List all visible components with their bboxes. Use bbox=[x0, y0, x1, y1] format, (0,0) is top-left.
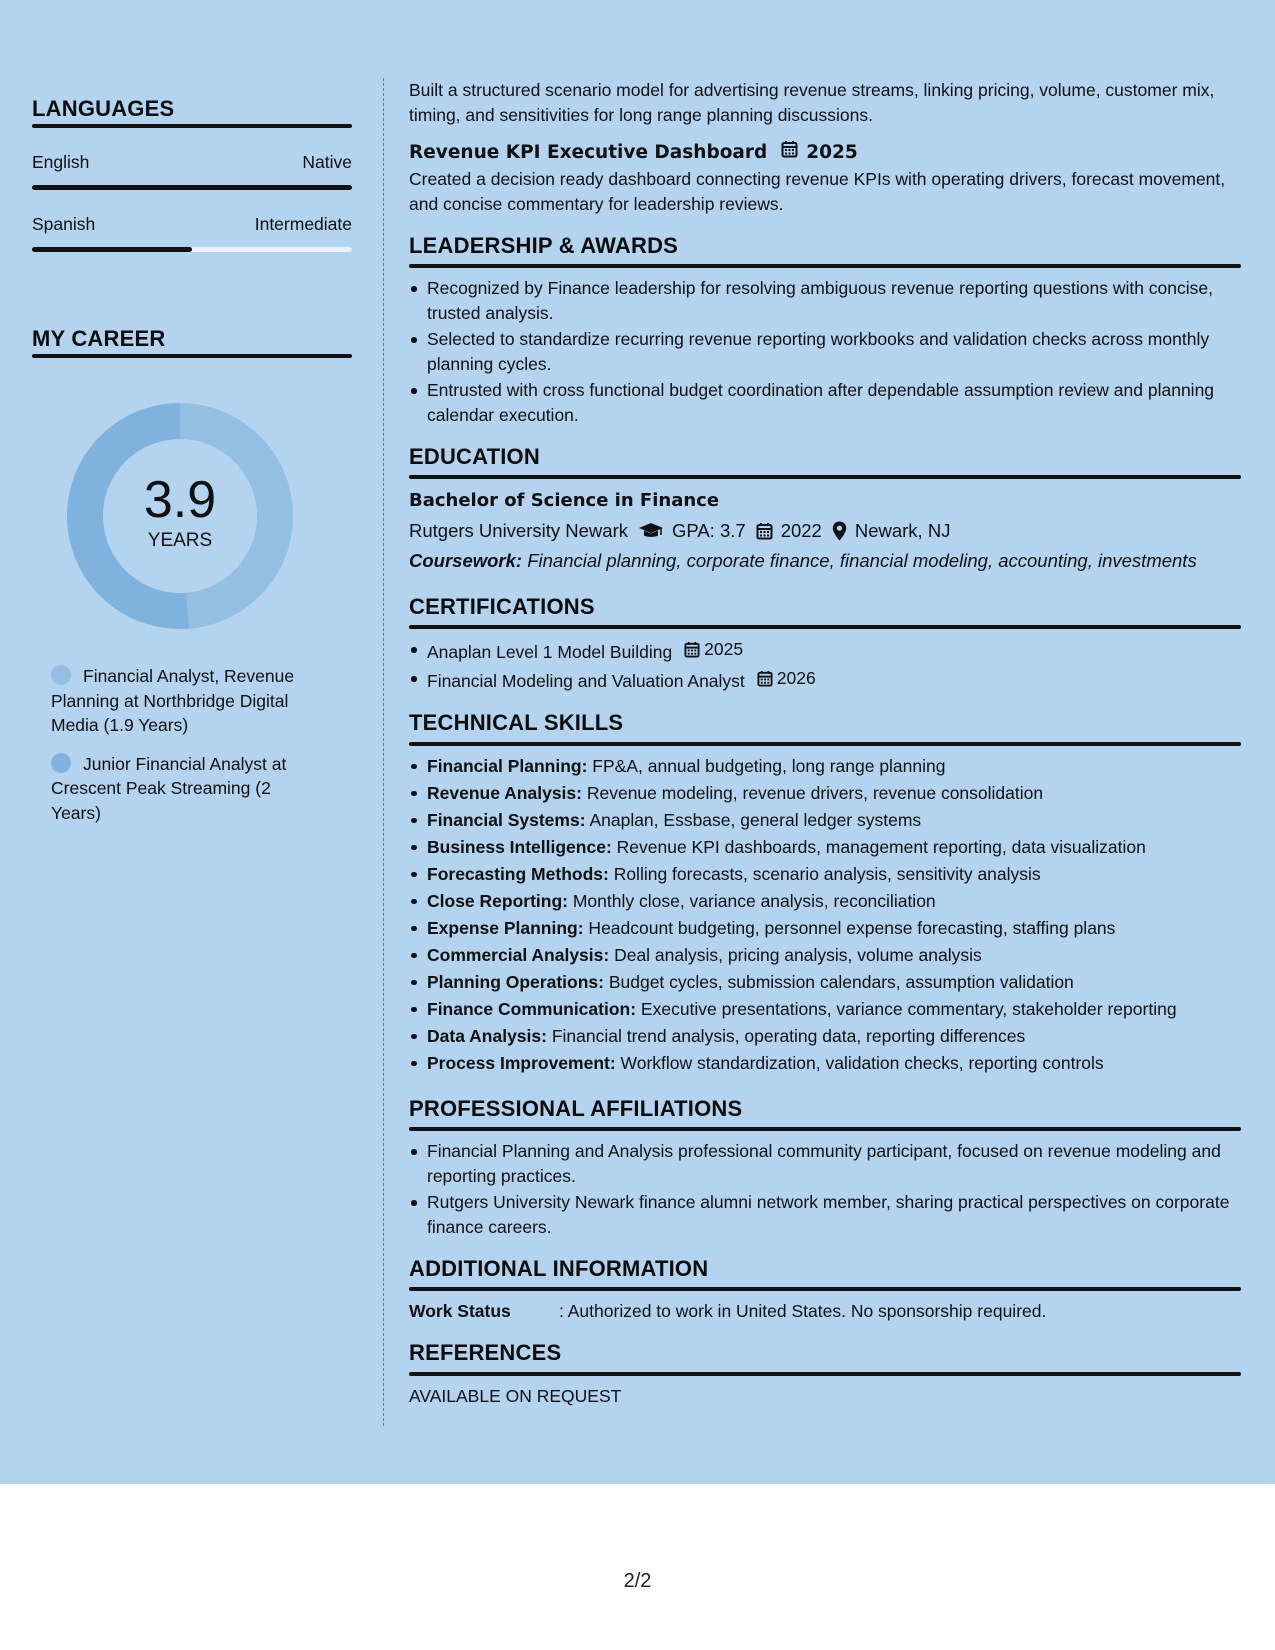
skill-label: Close Reporting: bbox=[427, 890, 568, 911]
education-meta bbox=[409, 515, 1241, 547]
skill-item bbox=[409, 808, 1241, 833]
skill-label: Planning Operations: bbox=[427, 971, 604, 992]
language-proficiency-bar bbox=[32, 247, 352, 252]
career-donut-center bbox=[66, 402, 294, 630]
page-number: 2/2 bbox=[623, 1570, 652, 1592]
skill-label: Commercial Analysis: bbox=[427, 944, 610, 965]
language-name: English bbox=[32, 152, 90, 172]
skill-item bbox=[409, 754, 1241, 779]
skill-label: Process Improvement: bbox=[427, 1052, 616, 1073]
certifications-list bbox=[409, 637, 1241, 694]
skill-label: Business Intelligence: bbox=[427, 836, 612, 857]
skill-item bbox=[409, 916, 1241, 941]
project-intro: Built a structured scenario model for advertising revenue streams, linking pricing, volume, customer mix, timing, and sensitivities for long range planning discussions. bbox=[409, 80, 1215, 125]
skill-item bbox=[409, 1024, 1241, 1049]
skills-rule bbox=[409, 742, 1241, 746]
education-title: EDUCATION bbox=[409, 443, 540, 469]
skill-value: FP&A, annual budgeting, long range planning bbox=[587, 755, 946, 776]
skill-label: Revenue Analysis: bbox=[427, 782, 582, 803]
location-pin-icon bbox=[832, 521, 847, 541]
language-proficiency-fill bbox=[32, 185, 352, 190]
languages-rule bbox=[32, 124, 352, 128]
skill-value: Monthly close, variance analysis, reconciliation bbox=[567, 890, 936, 911]
career-title: MY CAREER bbox=[32, 326, 166, 351]
skill-label: Financial Planning: bbox=[427, 755, 588, 776]
education-school: Rutgers University Newark bbox=[409, 520, 628, 541]
affiliations-rule bbox=[409, 1127, 1241, 1131]
language-item bbox=[32, 214, 352, 252]
career-donut-chart bbox=[66, 402, 294, 630]
career-legend-item bbox=[51, 664, 322, 738]
coursework-text: Financial planning, corporate finance, financial modeling, accounting, investments bbox=[522, 550, 1197, 571]
affiliations-title: PROFESSIONAL AFFILIATIONS bbox=[409, 1095, 743, 1121]
skill-label: Forecasting Methods: bbox=[427, 863, 609, 884]
languages-title: LANGUAGES bbox=[32, 96, 175, 121]
skill-item bbox=[409, 997, 1241, 1022]
skill-value: Financial trend analysis, operating data, reporting differences bbox=[546, 1025, 1026, 1046]
skill-value: Rolling forecasts, scenario analysis, sensitivity analysis bbox=[608, 863, 1041, 884]
career-legend-dot bbox=[51, 753, 71, 773]
skill-value: Workflow standardization, validation checks, reporting controls bbox=[615, 1052, 1104, 1073]
education-year: 2022 bbox=[780, 520, 822, 541]
career-legend-dot bbox=[51, 665, 71, 685]
calendar-icon bbox=[781, 139, 798, 167]
career-legend bbox=[32, 664, 322, 825]
skill-value: Headcount budgeting, personnel expense forecasting, staffing plans bbox=[583, 917, 1116, 938]
skill-value: Anaplan, Essbase, general ledger systems bbox=[585, 809, 922, 830]
career-legend-item bbox=[51, 752, 322, 826]
career-rule bbox=[32, 354, 352, 358]
leadership-item: Recognized by Finance leadership for resolving ambiguous revenue reporting questions with concise, trusted analysis. bbox=[409, 276, 1241, 325]
skill-item bbox=[409, 889, 1241, 914]
references-title: REFERENCES bbox=[409, 1340, 562, 1365]
graduation-cap-icon bbox=[638, 522, 664, 540]
affiliation-item: Financial Planning and Analysis professional community participant, focused on revenue modeling and reporting practices. bbox=[409, 1139, 1241, 1188]
certifications-rule bbox=[409, 625, 1241, 629]
career-total-unit: YEARS bbox=[147, 530, 213, 551]
certification-year: 2026 bbox=[776, 668, 816, 689]
certification-item bbox=[409, 637, 1241, 664]
skill-label: Expense Planning: bbox=[427, 917, 584, 938]
skill-item bbox=[409, 781, 1241, 806]
language-name: Spanish bbox=[32, 214, 96, 234]
skill-label: Finance Communication: bbox=[427, 998, 637, 1019]
skill-value: Budget cycles, submission calendars, assumption validation bbox=[603, 971, 1074, 992]
additional-info-title: ADDITIONAL INFORMATION bbox=[409, 1255, 709, 1281]
certification-name: Anaplan Level 1 Model Building bbox=[427, 641, 673, 662]
affiliations-list bbox=[409, 1139, 1241, 1239]
education-coursework bbox=[409, 549, 1241, 573]
work-status-row bbox=[409, 1299, 1241, 1324]
skill-item bbox=[409, 1051, 1241, 1076]
project-title: Revenue KPI Executive Dashboard bbox=[409, 142, 768, 163]
skill-item bbox=[409, 943, 1241, 968]
right-column bbox=[409, 78, 1241, 1408]
education-location: Newark, NJ bbox=[854, 520, 951, 541]
leadership-title: LEADERSHIP & AWARDS bbox=[409, 232, 679, 258]
career-legend-label: Junior Financial Analyst at Crescent Peak Streaming (2 Years) bbox=[51, 753, 287, 823]
education-degree: Bachelor of Science in Finance bbox=[409, 490, 720, 511]
skill-value: Deal analysis, pricing analysis, volume analysis bbox=[609, 944, 982, 965]
skills-title: TECHNICAL SKILLS bbox=[409, 710, 624, 735]
calendar-icon bbox=[757, 670, 777, 687]
work-status-value: : Authorized to work in United States. No sponsorship required. bbox=[559, 1301, 1047, 1321]
project-year: 2025 bbox=[806, 142, 858, 163]
references-text: AVAILABLE ON REQUEST bbox=[409, 1385, 622, 1406]
certification-year: 2025 bbox=[704, 639, 744, 659]
skill-item bbox=[409, 862, 1241, 887]
additional-info-rule bbox=[409, 1287, 1241, 1291]
career-legend-label: Financial Analyst, Revenue Planning at Northbridge Digital Media (1.9 Years) bbox=[51, 666, 295, 735]
skills-list bbox=[409, 754, 1241, 1076]
language-proficiency-fill bbox=[32, 247, 192, 252]
education-gpa: GPA: 3.7 bbox=[671, 520, 746, 541]
work-status-label: Work Status bbox=[409, 1301, 511, 1321]
project-title-row bbox=[409, 139, 1241, 167]
skill-label: Data Analysis: bbox=[427, 1025, 547, 1046]
references-rule bbox=[409, 1372, 1241, 1376]
leadership-item: Entrusted with cross functional budget coordination after dependable assumption review and planning calendar execution. bbox=[409, 378, 1241, 427]
skill-value: Revenue KPI dashboards, management reporting, data visualization bbox=[611, 836, 1146, 857]
project-description: Created a decision ready dashboard connecting revenue KPIs with operating drivers, forecast movement, and concise commentary for leadership reviews. bbox=[409, 169, 1226, 214]
certification-item bbox=[409, 666, 1241, 693]
language-proficiency-bar bbox=[32, 185, 352, 190]
language-item bbox=[32, 152, 352, 190]
skill-value: Revenue modeling, revenue drivers, revenue consolidation bbox=[581, 782, 1044, 803]
language-level: Native bbox=[302, 152, 352, 172]
affiliation-item: Rutgers University Newark finance alumni network member, sharing practical perspectives on corporate finance careers. bbox=[409, 1190, 1241, 1239]
skill-label: Financial Systems: bbox=[427, 809, 586, 830]
calendar-icon bbox=[684, 641, 704, 658]
skill-item bbox=[409, 835, 1241, 860]
certification-name: Financial Modeling and Valuation Analyst bbox=[427, 671, 745, 691]
certifications-title: CERTIFICATIONS bbox=[409, 593, 595, 619]
leadership-rule bbox=[409, 264, 1241, 268]
coursework-label: Coursework: bbox=[409, 550, 523, 571]
leadership-item: Selected to standardize recurring revenue reporting workbooks and validation checks across monthly planning cycles. bbox=[409, 327, 1241, 376]
skill-value: Executive presentations, variance commentary, stakeholder reporting bbox=[636, 998, 1177, 1019]
leadership-list bbox=[409, 276, 1241, 427]
education-rule bbox=[409, 475, 1241, 479]
skill-item bbox=[409, 970, 1241, 995]
career-total-years: 3.9 bbox=[143, 471, 217, 529]
language-level: Intermediate bbox=[254, 214, 352, 234]
left-column bbox=[32, 78, 352, 839]
calendar-icon bbox=[756, 522, 773, 540]
column-divider bbox=[383, 78, 384, 1426]
